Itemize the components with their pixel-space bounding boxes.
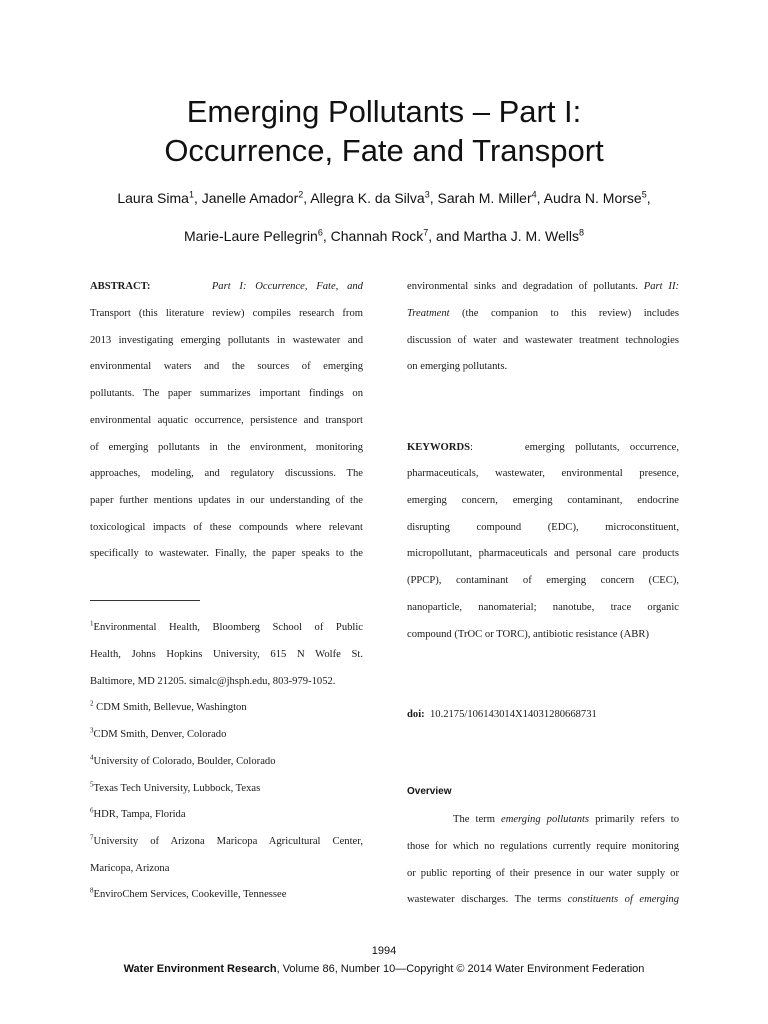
author-affiliation-mark: 2 — [298, 189, 304, 200]
abstract-line-8: paper further mentions updates in our understanding of the — [90, 495, 363, 506]
affiliation-line: $^3$CDM Smith, Denver, Colorado — [90, 726, 227, 740]
author: Channah Rock — [330, 228, 424, 244]
page-number: 1994 — [371, 945, 397, 957]
author: Sarah M. Miller — [437, 190, 532, 206]
title-line-2: Occurrence, Fate and Transport — [164, 133, 604, 168]
overview-line-1: those for which no regulations currently require monitoring — [407, 841, 679, 852]
footnote-rule — [90, 600, 200, 601]
affiliation-line: $^6$HDR, Tampa, Florida — [90, 806, 186, 820]
abstract-line-4: pollutants. The paper summarizes important findings on — [90, 388, 363, 399]
affiliation-mark: 3 — [90, 726, 94, 735]
keywords-line-7: compound (TrOC or TORC), antibiotic resistance (ABR) — [407, 629, 649, 640]
left-column — [90, 0, 363, 1024]
overview-line-3: wastewater discharges. The terms constituents of emerging — [407, 894, 679, 905]
overview-line — [407, 893, 679, 907]
keywords-line-2: emerging concern, emerging contaminant, endocrine — [407, 495, 679, 506]
author: Laura Sima — [117, 190, 189, 206]
overview-line — [407, 813, 679, 827]
doi-label: doi: — [407, 709, 425, 720]
affiliation-line: Maricopa, Arizona — [90, 863, 170, 874]
author: Martha J. M. Wells — [463, 228, 579, 244]
doi-line — [407, 708, 679, 722]
keywords-line-4: micropollutant, pharmaceuticals and personal care products — [407, 548, 679, 559]
abstract-line-1: Transport (this literature review) compiles research from — [90, 308, 363, 319]
affiliation-mark: 4 — [90, 753, 94, 762]
abstract-label: ABSTRACT: — [90, 281, 151, 292]
affiliation-line: Baltimore, MD 21205. simalc@jhsph.edu, 803-979-1052. — [90, 676, 336, 687]
affiliation-line: $^7$University of Arizona Maricopa Agricultural Center, — [90, 833, 363, 847]
author-affiliation-mark: 1 — [188, 189, 194, 200]
affiliation-line: $^5$Texas Tech University, Lubbock, Texas — [90, 780, 261, 794]
abstract-line-6: of emerging pollutants in the environment, monitoring — [90, 442, 363, 453]
author-affiliation-mark: 6 — [317, 227, 323, 238]
abstract-line-3: environmental waters and the sources of emerging — [90, 361, 363, 372]
keywords-label: KEYWORDS — [407, 442, 470, 453]
affiliation-mark: 6 — [90, 806, 94, 815]
journal-name: Water Environment Research — [123, 963, 277, 975]
overview-line-0: The term emerging pollutants primarily refers to — [453, 814, 679, 825]
affiliation-mark: 7 — [90, 833, 94, 842]
keywords-line-3: disrupting compound (EDC), microconstituent, — [407, 522, 679, 533]
keywords-line-0: emerging pollutants, occurrence, — [524, 442, 680, 453]
author-affiliation-mark: 8 — [578, 227, 584, 238]
affiliation-mark: 1 — [90, 619, 94, 628]
abstract-line-9: toxicological impacts of these compounds where relevant — [90, 522, 363, 533]
author: Marie-Laure Pellegrin — [184, 228, 318, 244]
journal-citation: , Volume 86, Number 10—Copyright © 2014 Water Environment Federation — [276, 963, 645, 975]
author-affiliation-mark: 7 — [423, 227, 429, 238]
abstract-continuation-line — [407, 280, 679, 294]
keywords-line: KEYWORDS: emerging pollutants, occurrence, — [407, 442, 680, 453]
author-affiliation-mark: 3 — [424, 189, 430, 200]
overview-line-2: or public reporting of their presence in our water supply or — [407, 868, 679, 879]
abstract-continuation-3: on emerging pollutants. — [407, 361, 508, 372]
author: Audra N. Morse — [543, 190, 642, 206]
abstract-line-0: Part I: Occurrence, Fate, and — [211, 281, 363, 292]
author-affiliation-mark: 5 — [641, 189, 647, 200]
authors-line-1: Laura Sima$^1$, Janelle Amador$^2$, Allegra K. da Silva$^3$, Sarah M. Miller$^4$, Audra N. Morse$^5$, — [117, 189, 651, 206]
abstract-line-5: environmental aquatic occurrence, persistence and transport — [90, 415, 363, 426]
right-column — [407, 0, 679, 1024]
affiliation-line: $^4$University of Colorado, Boulder, Colorado — [90, 753, 276, 767]
doi-value: 10.2175/106143014X14031280668731 — [429, 709, 597, 720]
author: Allegra K. da Silva — [310, 190, 425, 206]
keywords-line-6: nanoparticle, nanomaterial; nanotube, trace organic — [407, 602, 679, 613]
abstract-continuation-0: environmental sinks and degradation of pollutants. Part II: — [407, 281, 679, 292]
affiliation-line: Health, Johns Hopkins University, 615 N Wolfe St. — [90, 649, 363, 660]
abstract-line-7: approaches, modeling, and regulatory discussions. The — [90, 468, 363, 479]
author: Janelle Amador — [201, 190, 299, 206]
authors-line-2: Marie-Laure Pellegrin$^6$, Channah Rock$^7$, and Martha J. M. Wells$^8$ — [184, 227, 584, 244]
abstract-line — [90, 280, 363, 294]
abstract-line-10: specifically to wastewater. Finally, the paper speaks to the — [90, 548, 363, 559]
abstract-line-2: 2013 investigating emerging pollutants in wastewater and — [90, 335, 363, 346]
affiliation-line: $^8$EnviroChem Services, Cookeville, Tennessee — [90, 886, 287, 900]
abstract-continuation-1: Treatment (the companion to this review) includes — [407, 308, 679, 319]
affiliation-mark: 2 — [90, 699, 94, 708]
keywords-line-1: pharmaceuticals, wastewater, environmental presence, — [407, 468, 679, 479]
affiliation-mark: 5 — [90, 780, 94, 789]
overview-heading: Overview — [407, 786, 452, 797]
affiliation-line: $^2$ CDM Smith, Bellevue, Washington — [90, 699, 247, 713]
keywords-line-5: (PPCP), contaminant of emerging concern (CEC), — [407, 575, 679, 586]
affiliation-line: $^1$Environmental Health, Bloomberg School of Public — [90, 619, 363, 633]
title-line-1: Emerging Pollutants – Part I: — [186, 94, 582, 129]
abstract-continuation-2: discussion of water and wastewater treatment technologies — [407, 335, 679, 346]
abstract-continuation-line — [407, 307, 679, 321]
journal-footer — [0, 963, 768, 975]
author-affiliation-mark: 4 — [531, 189, 537, 200]
affiliation-mark: 8 — [90, 886, 94, 895]
